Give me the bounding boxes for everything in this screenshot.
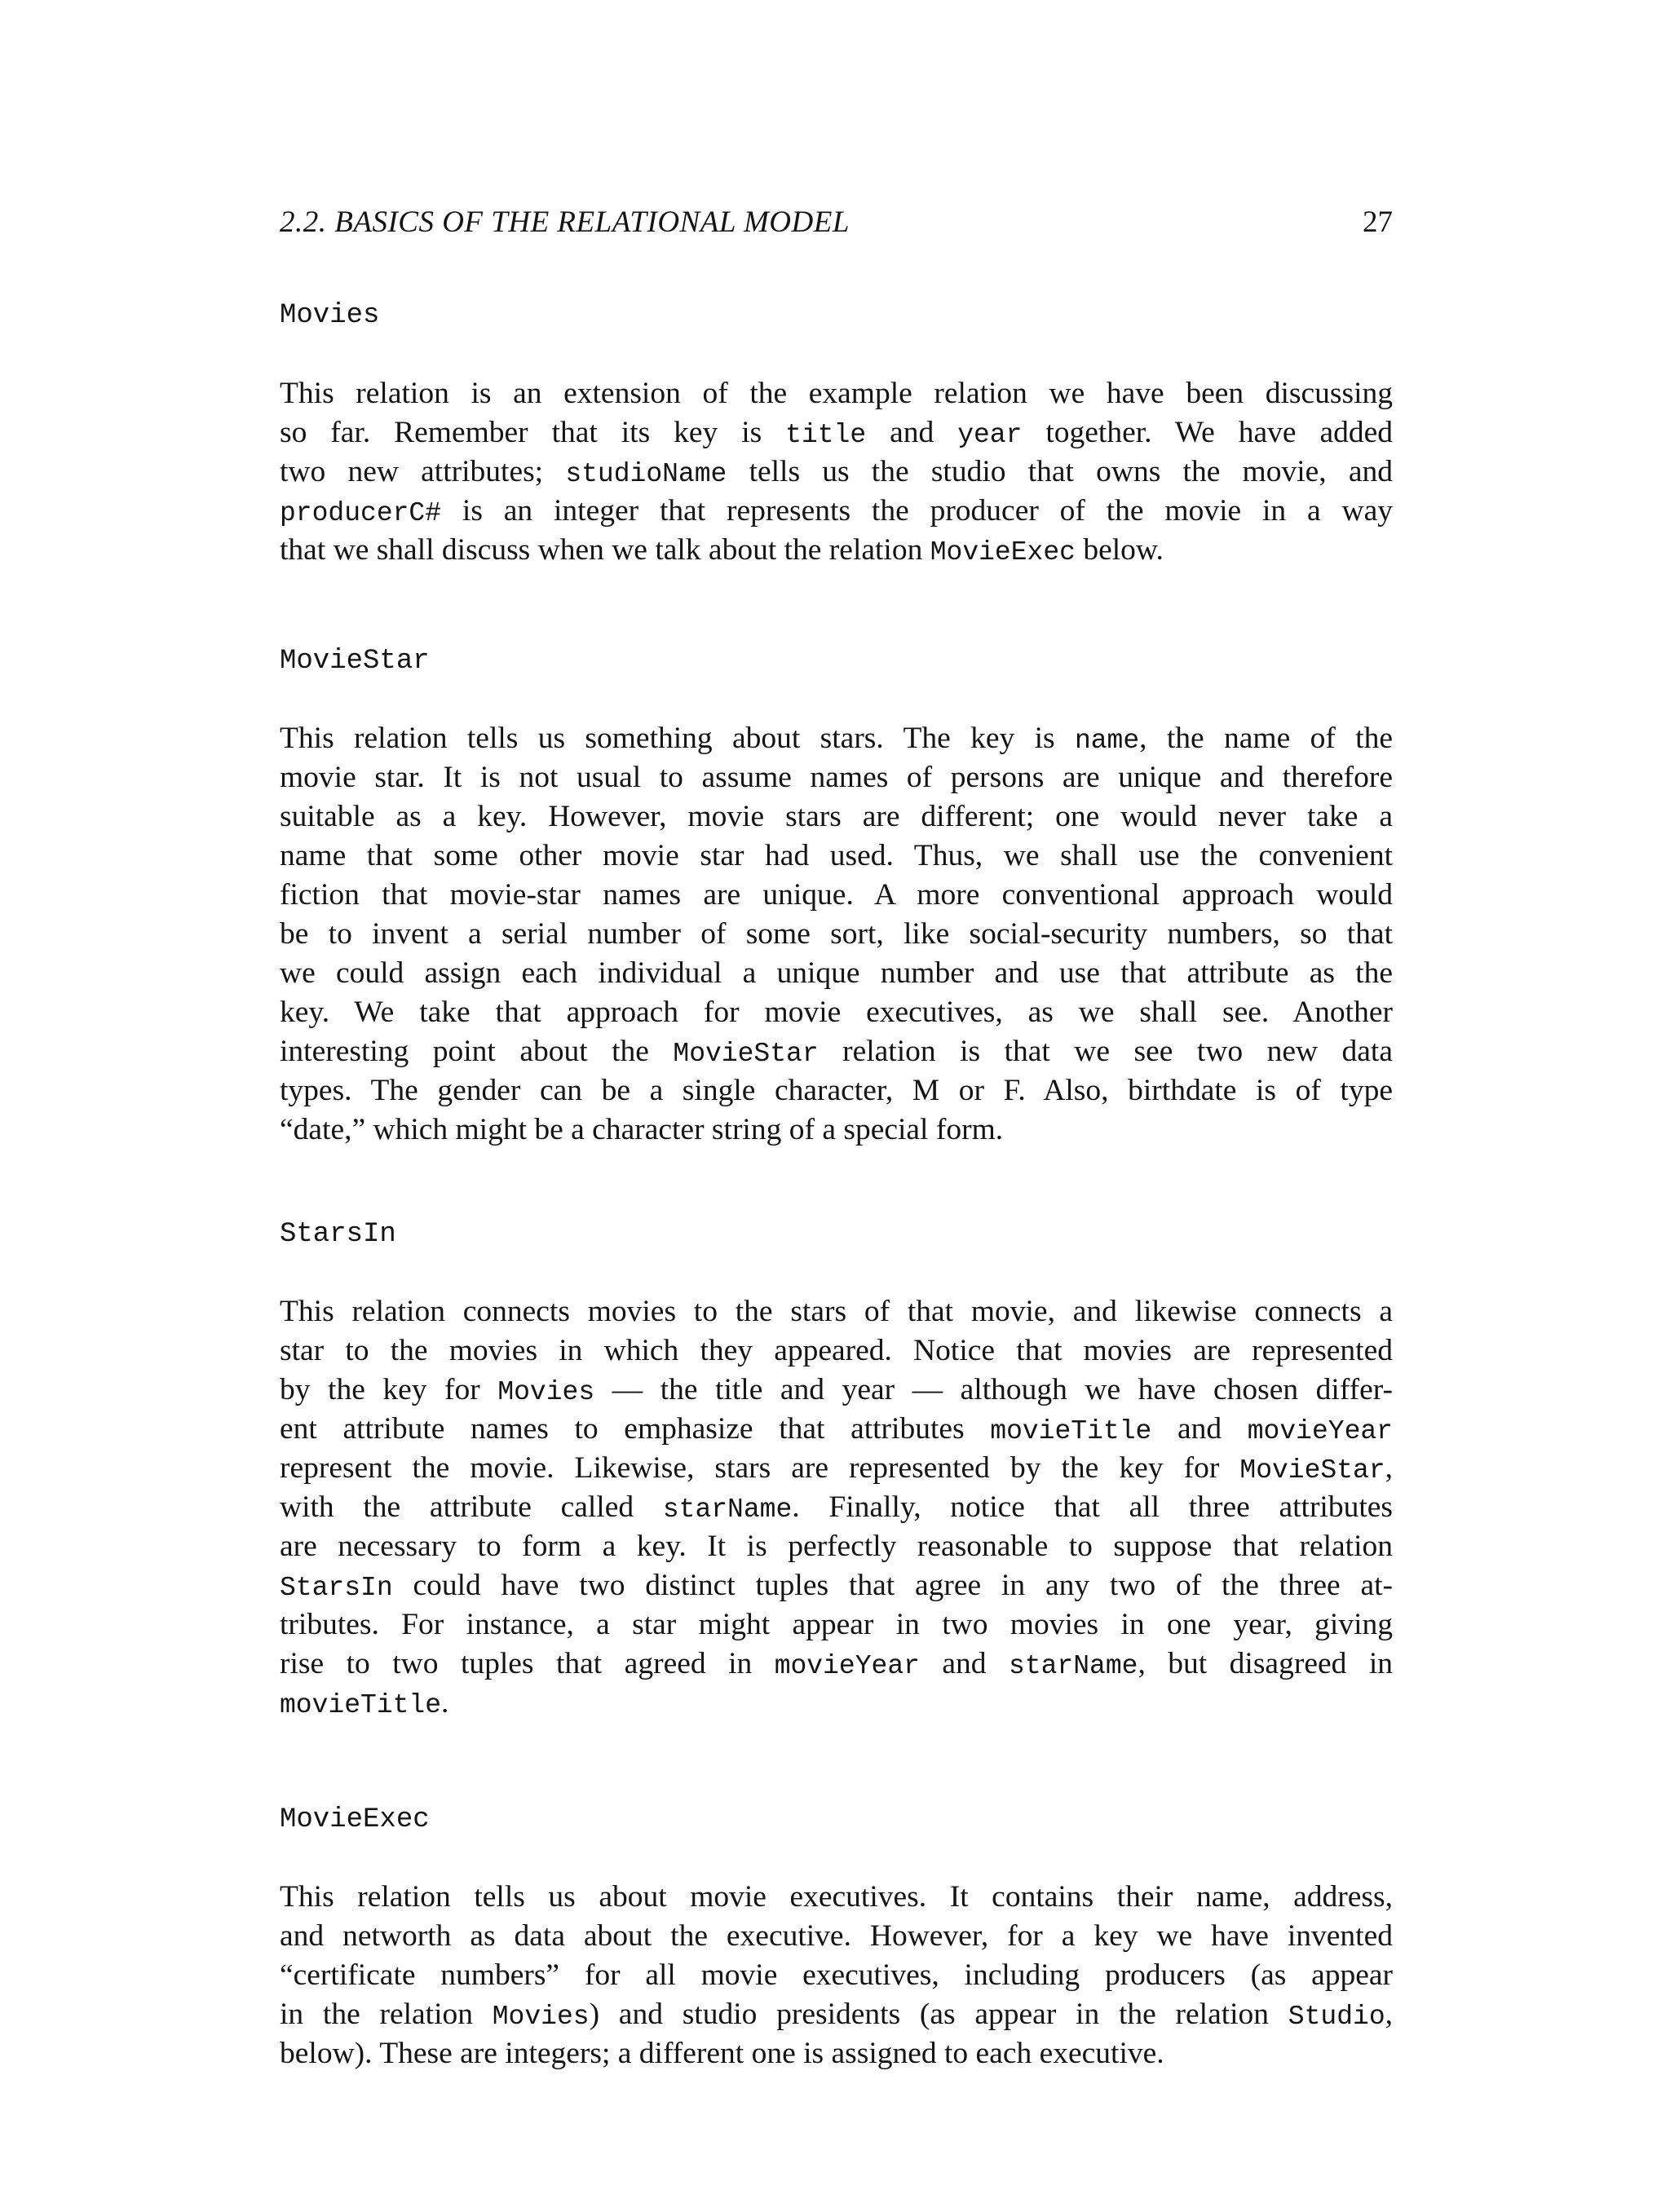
code-term: name	[1074, 726, 1140, 756]
text-run: we could assign each individual a unique number and use that attribute as the	[280, 956, 1393, 990]
text-run: name that some other movie star had used. Thus, we shall use the convenient	[280, 839, 1393, 872]
text-run: be to invent a serial number of some sort, like social-security numbers, so that	[280, 917, 1393, 951]
text-line	[280, 797, 1393, 837]
text-line	[280, 1527, 1393, 1566]
text-run: ent attribute names to emphasize that attributes	[280, 1412, 991, 1446]
text-run: together. We have added	[1022, 416, 1393, 449]
text-run: ) and studio presidents (as appear in the relation	[589, 1998, 1288, 2031]
code-term: Studio	[1288, 2002, 1385, 2032]
text-line	[280, 374, 1393, 413]
text-run: . Finally, notice that all three attributes	[792, 1490, 1394, 1524]
code-term: movieYear	[774, 1651, 920, 1681]
text-line	[280, 1032, 1393, 1071]
text-line	[280, 1292, 1393, 1331]
text-run: types. The gender can be a single character, M or F. Also, birthdate is of type	[280, 1074, 1393, 1107]
text-line	[280, 954, 1393, 993]
text-line	[280, 413, 1393, 453]
text-line	[280, 1488, 1393, 1527]
text-run: movie star. It is not usual to assume names of persons are unique and therefore	[280, 761, 1393, 794]
section-heading: MovieExec	[280, 1804, 430, 1835]
text-run: key. We take that approach for movie executives, as we shall see. Another	[280, 996, 1393, 1029]
text-line	[280, 1917, 1393, 1956]
text-line	[280, 1449, 1393, 1488]
text-line	[280, 1878, 1393, 1917]
text-run: and networth as data about the executive. However, for a key we have invented	[280, 1919, 1393, 1953]
text-run: is an integer that represents the producer of the movie in a way	[441, 494, 1393, 528]
text-line	[280, 1684, 1393, 1723]
text-line	[280, 1645, 1393, 1684]
code-term: Movies	[497, 1377, 595, 1407]
text-run: with the attribute called	[280, 1490, 663, 1524]
text-line	[280, 1371, 1393, 1410]
section-moviestar	[280, 642, 1393, 1150]
code-term: starName	[662, 1495, 793, 1525]
text-run: relation is that we see two new data	[818, 1035, 1393, 1068]
text-run: tributes. For instance, a star might appear in two movies in one year, giving	[280, 1608, 1393, 1641]
text-run: and	[866, 416, 958, 449]
text-run: , the name of the	[1139, 722, 1393, 755]
text-run: that we shall discuss when we talk about the relation	[280, 533, 930, 567]
text-run: by the key for	[280, 1373, 498, 1406]
text-run: represent the movie. Likewise, stars are represented by the key for	[280, 1451, 1240, 1485]
section-paragraph	[280, 1292, 1393, 1723]
text-line	[280, 1566, 1393, 1605]
text-line	[280, 719, 1393, 758]
text-line	[280, 1995, 1393, 2034]
code-term: StarsIn	[280, 1573, 393, 1603]
section-starsin	[280, 1215, 1393, 1723]
text-run: rise to two tuples that agreed in	[280, 1647, 775, 1680]
code-term: MovieStar	[1239, 1455, 1385, 1486]
text-line	[280, 758, 1393, 797]
text-run: “certificate numbers” for all movie executives, including producers (as appear	[280, 1958, 1393, 1992]
text-line	[280, 1071, 1393, 1110]
text-line	[280, 453, 1393, 492]
code-term: year	[957, 420, 1023, 450]
section-heading: MovieStar	[280, 646, 430, 677]
text-run: .	[441, 1686, 449, 1720]
page-number: 27	[1363, 205, 1393, 239]
text-run: star to the movies in which they appeared. Notice that movies are represented	[280, 1334, 1393, 1367]
code-term: title	[785, 420, 867, 450]
text-run: below). These are integers; a different one is assigned to each executive.	[280, 2037, 1164, 2070]
text-run: below.	[1075, 533, 1164, 567]
text-run: in the relation	[280, 1998, 493, 2031]
text-run: and	[919, 1647, 1010, 1680]
text-line	[280, 1605, 1393, 1645]
text-run: , but disagreed in	[1138, 1647, 1393, 1680]
text-run: two new attributes;	[280, 455, 566, 488]
code-term: MovieExec	[930, 537, 1076, 567]
code-term: Movies	[492, 2002, 590, 2032]
code-term: movieTitle	[280, 1690, 442, 1720]
text-run: and	[1151, 1412, 1248, 1446]
text-line	[280, 837, 1393, 876]
section-heading: StarsIn	[280, 1219, 396, 1250]
text-run: could have two distinct tuples that agree in any two of the three at-	[392, 1569, 1393, 1602]
text-run: This relation tells us something about stars. The key is	[280, 722, 1075, 755]
code-term: producerC#	[280, 498, 442, 528]
text-run: suitable as a key. However, movie stars are different; one would never take a	[280, 800, 1393, 833]
text-line	[280, 993, 1393, 1032]
text-line	[280, 1956, 1393, 1995]
text-line	[280, 1110, 1393, 1150]
code-term: starName	[1009, 1651, 1138, 1681]
text-run: “date,” which might be a character string of a special form.	[280, 1113, 1004, 1146]
section-movies	[280, 296, 1393, 570]
section-paragraph	[280, 374, 1393, 570]
text-run: ,	[1385, 1451, 1393, 1485]
text-line	[280, 876, 1393, 915]
section-paragraph	[280, 719, 1393, 1150]
code-term: studioName	[565, 459, 727, 489]
text-run: ,	[1385, 1998, 1393, 2031]
text-run: fiction that movie-star names are unique. A more conventional approach would	[280, 878, 1393, 912]
text-run: This relation tells us about movie executives. It contains their name, address,	[280, 1880, 1393, 1914]
code-term: movieYear	[1247, 1416, 1393, 1446]
text-run: so far. Remember that its key is	[280, 416, 786, 449]
text-line	[280, 1410, 1393, 1449]
text-run: — the title and year — although we have chosen differ-	[594, 1373, 1393, 1406]
section-movieexec	[280, 1800, 1393, 2073]
running-head	[280, 202, 1393, 243]
text-line	[280, 492, 1393, 531]
text-run: are necessary to form a key. It is perfectly reasonable to suppose that relation	[280, 1530, 1393, 1563]
text-run: This relation is an extension of the example relation we have been discussing	[280, 377, 1393, 410]
text-run: tells us the studio that owns the movie, and	[727, 455, 1393, 488]
chapter-section-title: 2.2. BASICS OF THE RELATIONAL MODEL	[280, 205, 850, 239]
text-line	[280, 2034, 1393, 2073]
section-heading: Movies	[280, 300, 380, 331]
text-run: interesting point about the	[280, 1035, 674, 1068]
section-paragraph	[280, 1878, 1393, 2073]
code-term: movieTitle	[990, 1416, 1152, 1446]
text-line	[280, 1331, 1393, 1371]
text-line	[280, 915, 1393, 954]
text-run: This relation connects movies to the stars of that movie, and likewise connects a	[280, 1295, 1393, 1328]
code-term: MovieStar	[673, 1039, 819, 1069]
text-line	[280, 531, 1393, 570]
